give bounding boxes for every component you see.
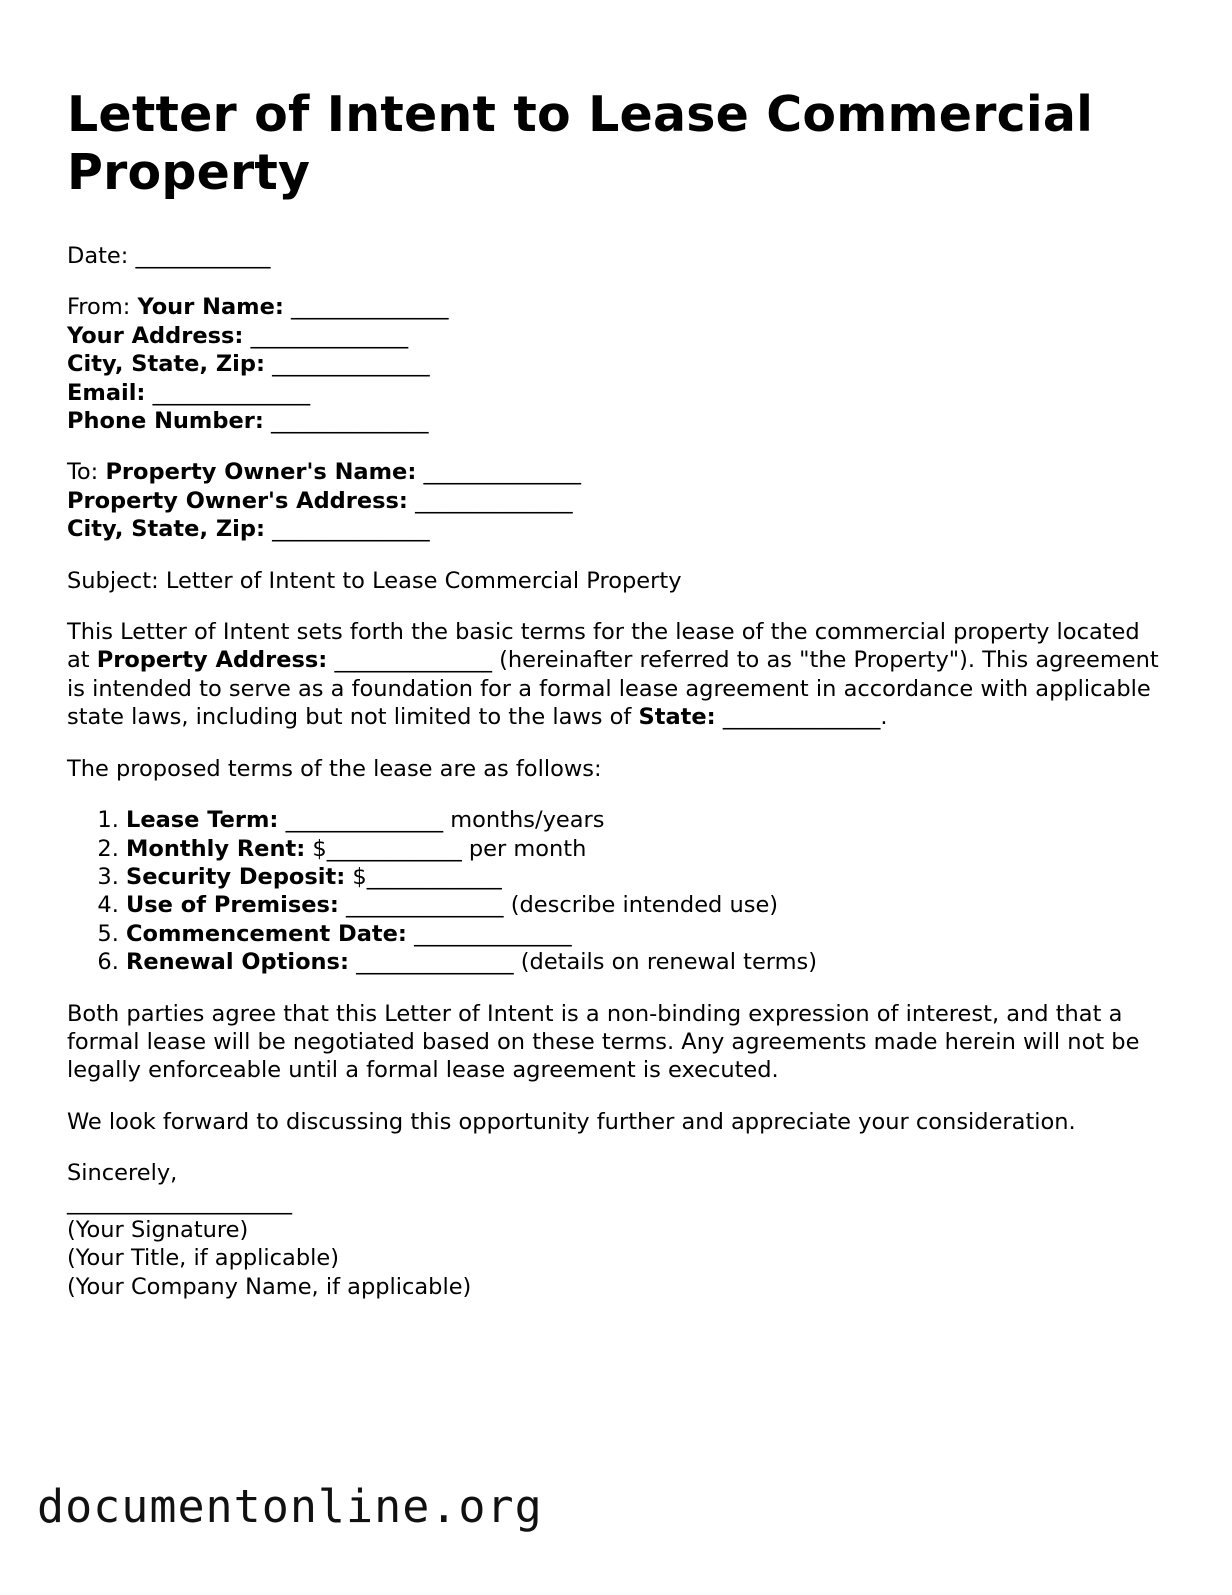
- term-item: [126, 806, 1167, 834]
- to-city-blank: ______________: [272, 516, 430, 543]
- from-name-blank: ______________: [291, 294, 449, 321]
- property-address-label: Property Address:: [96, 647, 328, 674]
- date-blank: ____________: [135, 243, 271, 269]
- term-blank: ____________: [326, 835, 462, 862]
- signature-line: ____________________: [67, 1188, 292, 1215]
- from-email-label: Email:: [67, 379, 146, 406]
- term-label: Commencement Date:: [126, 920, 407, 947]
- term-label: Renewal Options:: [126, 949, 349, 976]
- term-pre: [407, 921, 414, 947]
- term-label: Monthly Rent:: [126, 835, 306, 862]
- from-address-blank: ______________: [250, 322, 409, 349]
- from-email-blank: ______________: [152, 379, 311, 406]
- term-label: Use of Premises:: [126, 892, 339, 919]
- term-pre: [339, 892, 346, 918]
- signature-caption: (Your Signature): [67, 1216, 249, 1243]
- to-owner-address-label: Property Owner's Address:: [67, 487, 408, 514]
- term-blank: ____________: [366, 863, 502, 890]
- title-caption: (Your Title, if applicable): [67, 1245, 339, 1272]
- closing-paragraph: We look forward to discussing this opportunity further and appreciate your consideration.: [67, 1108, 1076, 1135]
- term-pre: [278, 807, 285, 833]
- document-page: [67, 86, 1167, 1301]
- from-name-label: Your Name:: [137, 294, 284, 321]
- term-pre: $: [345, 863, 367, 890]
- term-post: months/years: [443, 807, 605, 834]
- intro-part1: This Letter of Intent sets forth the basic terms for the lease of the commercial property located at: [67, 619, 1140, 674]
- to-owner-address-blank: ______________: [415, 487, 573, 514]
- term-post: (details on renewal terms): [513, 949, 818, 976]
- date-line: [67, 242, 1167, 270]
- company-caption: (Your Company Name, if applicable): [67, 1273, 472, 1300]
- watermark: documentonline.org: [37, 1480, 543, 1533]
- subject-line: Subject: Letter of Intent to Lease Commercial Property: [67, 567, 682, 594]
- to-owner-name-label: Property Owner's Name:: [105, 459, 417, 486]
- property-address-blank: ______________: [334, 647, 492, 674]
- from-phone-label: Phone Number:: [67, 408, 264, 435]
- to-block: [67, 458, 1167, 543]
- term-item: [126, 891, 1167, 919]
- date-label: Date:: [67, 243, 129, 269]
- term-pre: $: [305, 835, 327, 862]
- state-label: State:: [638, 704, 716, 731]
- to-city-label: City, State, Zip:: [67, 516, 265, 543]
- term-blank: ______________: [285, 807, 444, 834]
- term-post: per month: [461, 835, 587, 862]
- document-title: Letter of Intent to Lease Commercial Property: [67, 86, 1094, 201]
- from-address-label: Your Address:: [67, 322, 244, 349]
- state-blank: ______________: [722, 704, 881, 731]
- from-city-label: City, State, Zip:: [67, 351, 265, 378]
- intro-part2: (hereinafter referred to as "the Property"). This agreement is intended to serve as a foundation for a formal lease agreement in accordance with applicable state laws, including but not limited to the laws of: [67, 647, 1159, 731]
- to-prefix: To:: [67, 459, 99, 486]
- from-city-blank: ______________: [272, 351, 430, 378]
- signature-block: [67, 1159, 1167, 1301]
- term-label: Security Deposit:: [126, 863, 346, 890]
- term-item: [126, 863, 1167, 891]
- term-post: (describe intended use): [503, 892, 779, 919]
- from-prefix: From:: [67, 294, 131, 321]
- term-item: [126, 835, 1167, 863]
- terms-lead: The proposed terms of the lease are as follows:: [67, 755, 602, 782]
- to-owner-name-blank: ______________: [423, 459, 581, 486]
- terms-list: [67, 806, 1167, 976]
- from-block: [67, 293, 1167, 435]
- term-item: [126, 948, 1167, 976]
- intro-end: .: [880, 704, 888, 731]
- intro-paragraph: [67, 618, 1167, 732]
- term-item: [126, 920, 1167, 948]
- term-blank: ______________: [346, 892, 504, 919]
- from-phone-blank: ______________: [271, 408, 429, 435]
- sincerely-text: Sincerely,: [67, 1160, 178, 1187]
- nonbinding-paragraph: Both parties agree that this Letter of Intent is a non-binding expression of interest, and that a formal lease will be negotiated based on these terms. Any agreements made herein will not be legally enforceable until a formal lease agreement is executed.: [67, 1000, 1140, 1084]
- term-blank: ______________: [356, 949, 514, 976]
- term-label: Lease Term:: [126, 807, 279, 834]
- term-blank: ______________: [414, 920, 572, 947]
